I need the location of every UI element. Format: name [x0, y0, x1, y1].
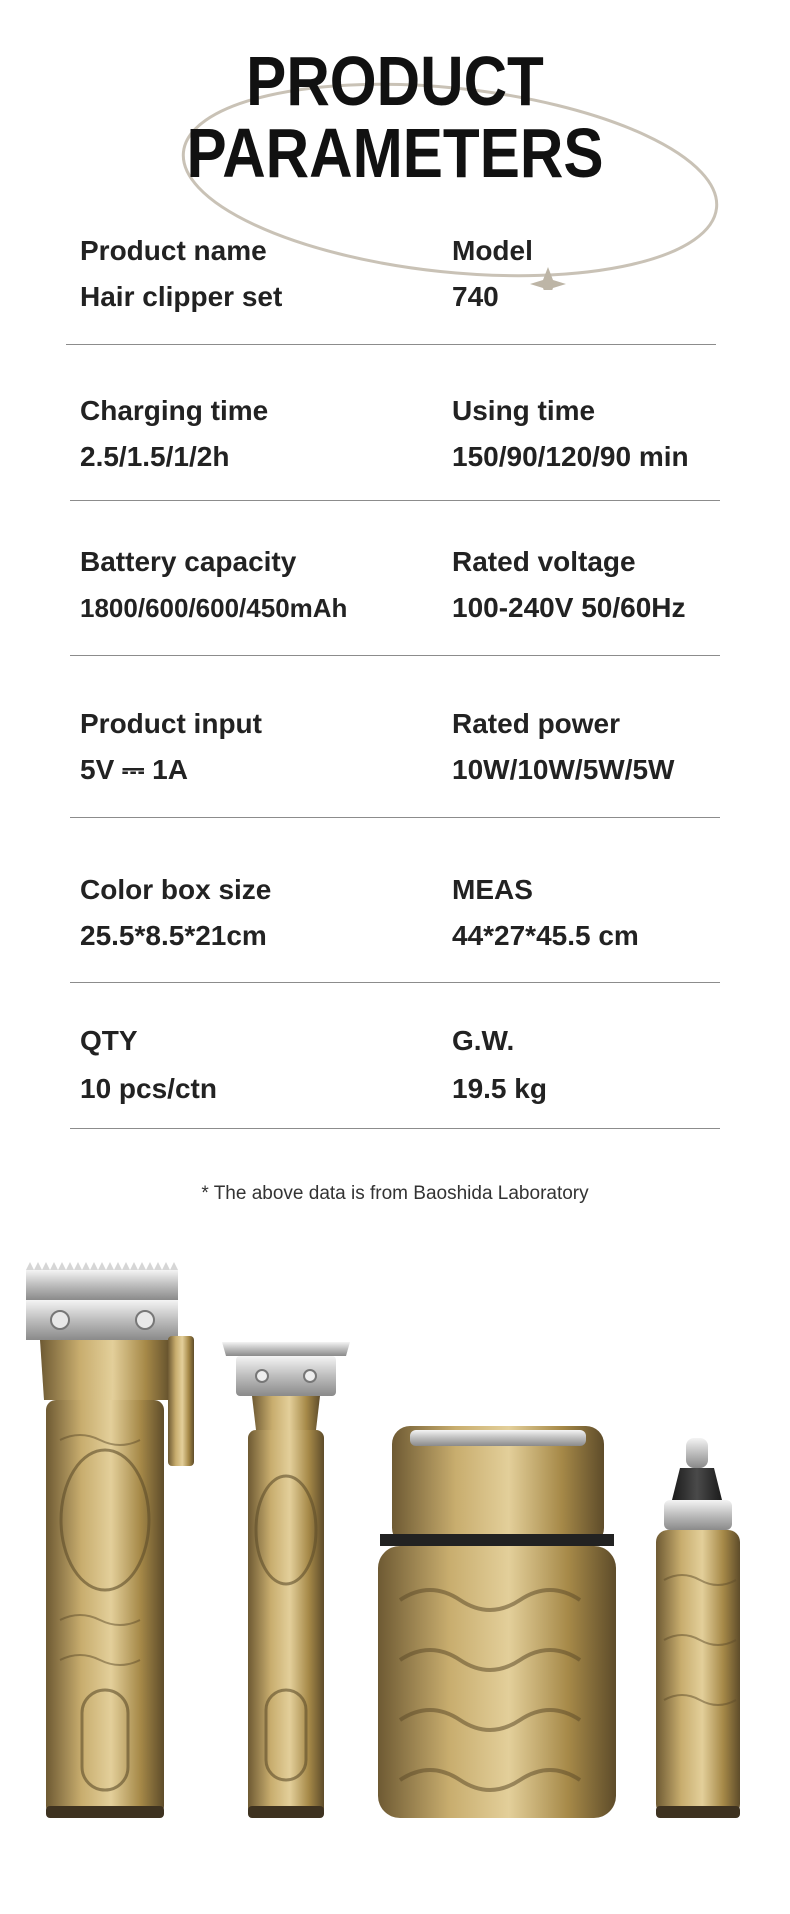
lab-data-note: * The above data is from Baoshida Laboratory — [201, 1183, 589, 1204]
param-left — [80, 394, 268, 474]
param-row — [0, 545, 790, 665]
param-value: 1800/600/600/450mAh — [80, 593, 348, 623]
param-label: QTY — [80, 1025, 138, 1056]
param-label: Using time — [452, 395, 596, 426]
param-value: 10 pcs/ctn — [80, 1073, 217, 1104]
param-right — [452, 234, 533, 314]
param-row — [0, 1024, 790, 1144]
param-label: Model — [452, 235, 533, 266]
product-lineup — [0, 1260, 790, 1914]
param-left — [80, 545, 347, 625]
param-value: 19.5 kg — [452, 1073, 547, 1104]
page-title-line-2: PARAMETERS — [186, 114, 604, 192]
row-divider — [70, 1128, 720, 1129]
param-row — [0, 873, 790, 993]
foil-shaver-icon — [378, 1426, 616, 1818]
param-label: Rated power — [452, 708, 621, 739]
param-label: G.W. — [452, 1025, 515, 1056]
t-blade-trimmer-icon — [222, 1342, 350, 1818]
page-title-line-1: PRODUCT — [246, 42, 544, 120]
param-left — [80, 234, 282, 314]
row-divider — [70, 982, 720, 983]
param-label: Product name — [80, 235, 267, 266]
param-value: 100-240V 50/60Hz — [452, 592, 686, 623]
param-right — [452, 1024, 547, 1106]
param-row — [0, 394, 790, 514]
param-right — [452, 707, 674, 787]
param-value: Hair clipper set — [80, 281, 283, 312]
param-value: 2.5/1.5/1/2h — [80, 441, 230, 472]
param-left — [80, 1024, 217, 1106]
param-value: 25.5*8.5*21cm — [80, 920, 267, 951]
param-value: 5V ⎓ 1A — [80, 754, 188, 785]
param-right — [452, 394, 689, 474]
param-label: Product input — [80, 708, 262, 739]
param-label: Color box size — [80, 874, 272, 905]
param-value: 44*27*45.5 cm — [452, 920, 639, 951]
param-row — [0, 234, 790, 354]
param-value: 10W/10W/5W/5W — [452, 754, 675, 785]
param-right — [452, 873, 639, 953]
param-label: Battery capacity — [80, 546, 297, 577]
param-left — [80, 873, 271, 953]
param-label: MEAS — [452, 874, 533, 905]
nose-trimmer-icon — [656, 1438, 740, 1818]
param-value: 150/90/120/90 min — [452, 441, 689, 472]
param-value: 740 — [452, 281, 499, 312]
param-left — [80, 707, 262, 787]
row-divider — [70, 655, 720, 656]
param-label: Rated voltage — [452, 546, 636, 577]
row-divider — [66, 344, 716, 345]
clipper-icon — [26, 1262, 194, 1818]
param-label: Charging time — [80, 395, 269, 426]
param-row — [0, 707, 790, 827]
row-divider — [70, 500, 720, 501]
param-right — [452, 545, 686, 625]
row-divider — [70, 817, 720, 818]
